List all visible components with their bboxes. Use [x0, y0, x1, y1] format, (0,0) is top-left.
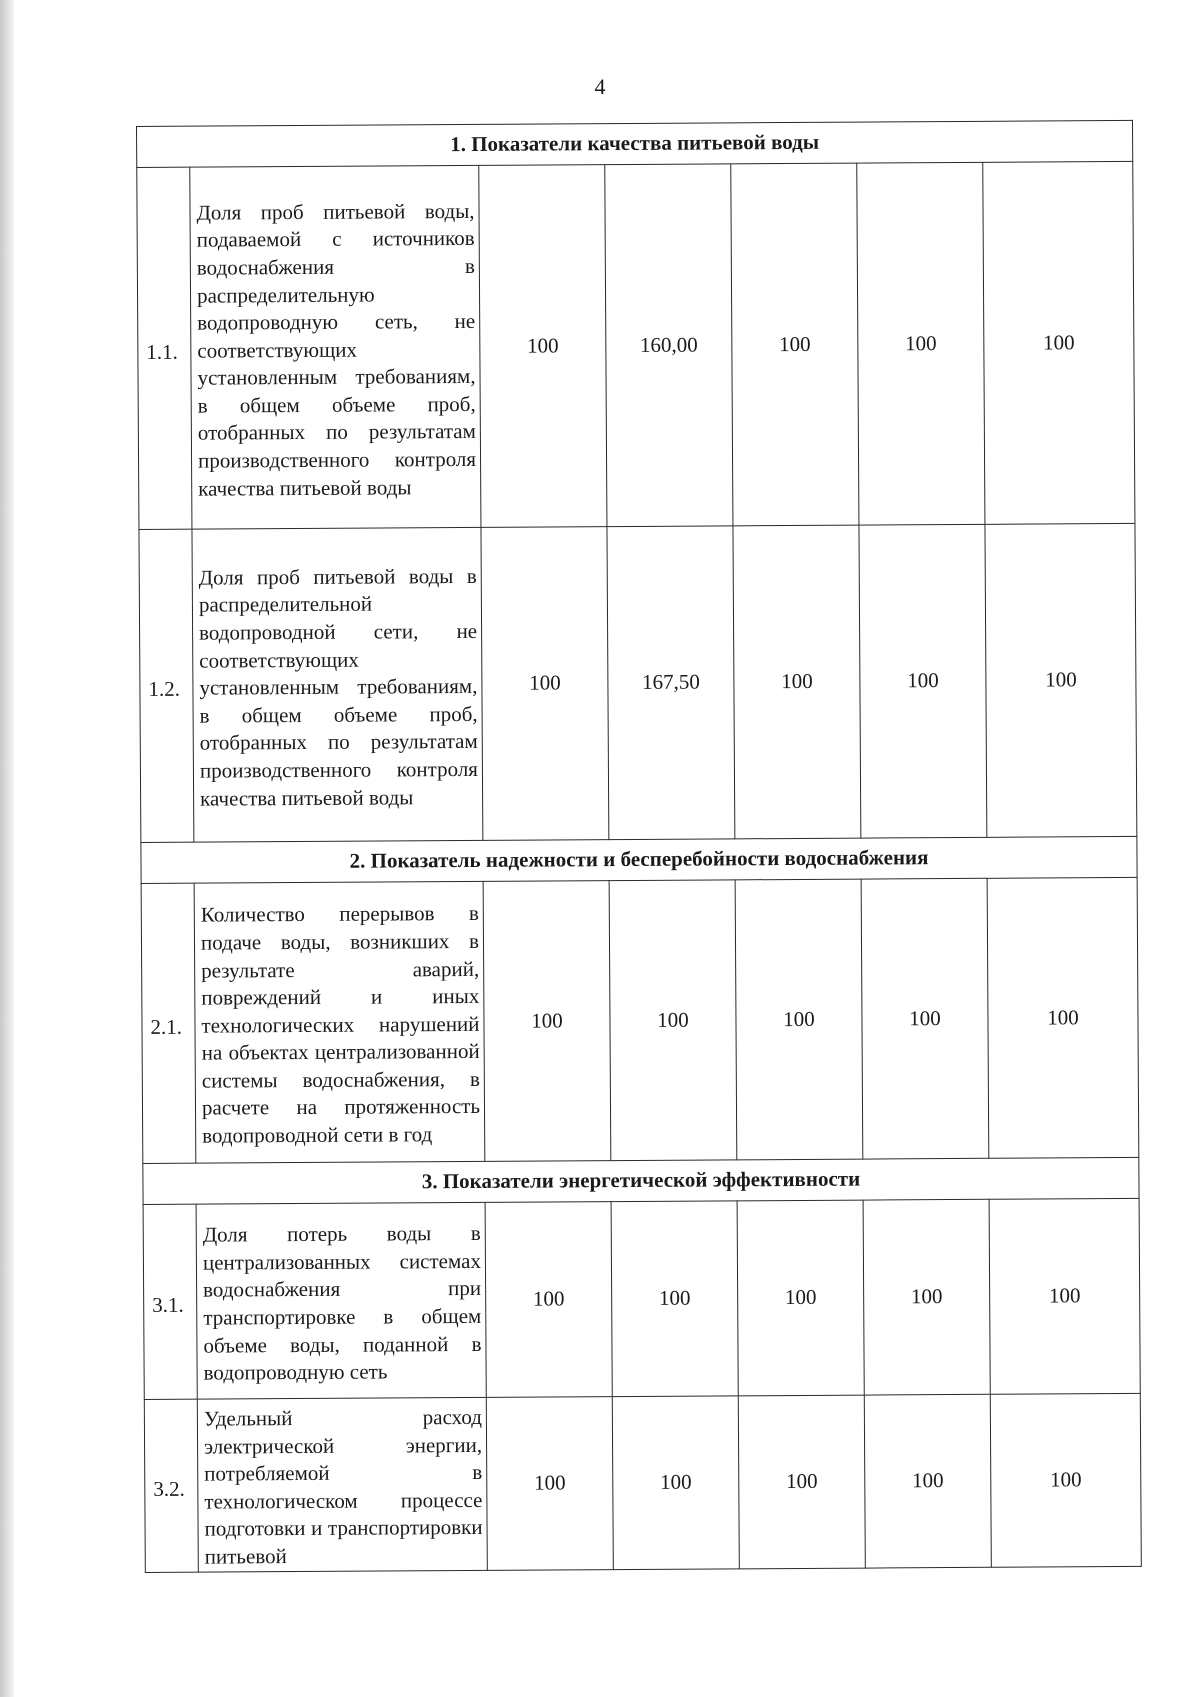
- value-cell: 100: [609, 880, 737, 1161]
- section-title: 1. Показатели качества питьевой воды: [137, 120, 1133, 167]
- row-number: 3.2.: [144, 1399, 198, 1572]
- table-row: [143, 1198, 1140, 1399]
- value-cell: 100: [737, 1200, 864, 1396]
- row-number: 3.1.: [143, 1204, 197, 1399]
- section-title: 3. Показатели энергетической эффективности: [143, 1157, 1139, 1204]
- value-cell: 100: [612, 1396, 739, 1569]
- table-row: [139, 523, 1137, 842]
- row-number: 1.2.: [139, 529, 194, 842]
- scan-edge-shadow: [0, 0, 14, 1697]
- value-cell: 100: [990, 1393, 1141, 1566]
- value-cell: 160,00: [605, 164, 733, 527]
- indicator-description: Доля проб питьевой воды в распределительной водопроводной сети, не соответствующих установленным требованиям, в общем объеме проб, отобранных по результатам производственного контроля качества питьевой воды: [192, 527, 483, 842]
- page-number: 4: [594, 74, 606, 99]
- value-cell: 100: [985, 523, 1137, 837]
- section-title: 2. Показатель надежности и бесперебойности водоснабжения: [141, 836, 1137, 883]
- section-header-row: [143, 1157, 1139, 1204]
- indicator-description: Удельный расход электрической энергии, потребляемой в технологическом процессе подготовки и транспортировки питьевой: [197, 1397, 487, 1571]
- table-row: [144, 1393, 1141, 1572]
- value-cell: 100: [983, 161, 1135, 524]
- indicators-table: [136, 120, 1142, 1573]
- value-cell: 100: [735, 879, 863, 1160]
- section-header-row: [141, 836, 1137, 883]
- value-cell: 100: [611, 1201, 738, 1397]
- value-cell: 100: [863, 1199, 990, 1395]
- table-row: [137, 161, 1135, 529]
- value-cell: 100: [864, 1394, 991, 1567]
- indicator-description: Количество перерывов в подаче воды, возникших в результате аварий, повреждений и иных технологических нарушений на объектах централизованной системы водоснабжения, в расчете на протяженность водопроводной сети в год: [194, 881, 485, 1163]
- value-cell: 100: [987, 877, 1139, 1158]
- value-cell: 100: [738, 1395, 865, 1568]
- value-cell: 100: [481, 527, 609, 841]
- value-cell: 100: [731, 163, 859, 526]
- table-row: [141, 877, 1139, 1163]
- indicator-description: Доля потерь воды в централизованных системах водоснабжения при транспортировке в общем объеме воды, поданной в водопроводную сеть: [196, 1202, 486, 1399]
- value-cell: 100: [485, 1202, 612, 1398]
- value-cell: 167,50: [607, 526, 735, 840]
- section-header-row: [137, 120, 1133, 167]
- row-number: 2.1.: [141, 883, 196, 1163]
- value-cell: 100: [479, 165, 607, 528]
- value-cell: 100: [733, 525, 861, 839]
- value-cell: 100: [861, 878, 989, 1159]
- value-cell: 100: [486, 1397, 613, 1570]
- value-cell: 100: [857, 162, 985, 525]
- value-cell: 100: [989, 1198, 1140, 1394]
- row-number: 1.1.: [137, 167, 192, 529]
- value-cell: 100: [859, 524, 987, 838]
- indicator-description: Доля проб питьевой воды, подаваемой с источников водоснабжения в распределительную водопроводную сеть, не соответствующих установленным требованиям, в общем объеме проб, отобранных по результатам производственного контроля качества питьевой воды: [190, 165, 481, 529]
- value-cell: 100: [483, 881, 611, 1162]
